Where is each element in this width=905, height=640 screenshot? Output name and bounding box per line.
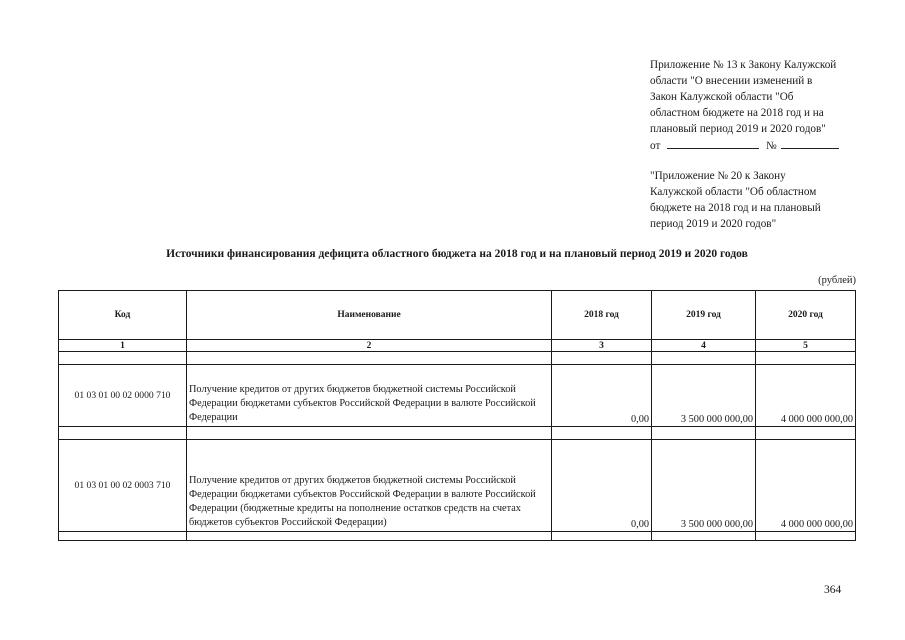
spacer-row	[59, 532, 856, 541]
budget-sources-table	[58, 290, 856, 541]
appendix-20-line: период 2019 и 2020 годов"	[650, 218, 777, 230]
appendix-13-line: Приложение № 13 к Закону Калужской	[650, 59, 837, 71]
appendix-13-line: Закон Калужской области "Об	[650, 91, 794, 103]
page-number: 364	[824, 584, 842, 596]
row-value-2020: 4 000 000 000,00	[756, 365, 856, 427]
date-number-line	[650, 137, 854, 154]
row-value-2020: 4 000 000 000,00	[756, 440, 856, 532]
column-number: 3	[552, 340, 652, 352]
header-name: Наименование	[187, 291, 552, 340]
row-value-2019: 3 500 000 000,00	[652, 365, 756, 427]
number-blank	[781, 137, 839, 149]
date-blank	[667, 137, 759, 149]
row-name: Получение кредитов от других бюджетов бюджетной системы Российской Федерации бюджетами субъектов Российской Федерации в валюте Российской Федерации	[187, 365, 552, 427]
row-value-2018: 0,00	[552, 440, 652, 532]
appendix-13-reference	[650, 57, 854, 154]
number-sign: №	[765, 140, 777, 152]
header-2019: 2019 год	[652, 291, 756, 340]
appendix-13-line: областном бюджете на 2018 год и на	[650, 107, 824, 119]
header-code: Код	[59, 291, 187, 340]
spacer-row	[59, 352, 856, 365]
document-title: Источники финансирования дефицита областного бюджета на 2018 год и на плановый период 2019 и 2020 годов	[166, 248, 748, 260]
row-value-2019: 3 500 000 000,00	[652, 440, 756, 532]
appendix-20-reference	[650, 168, 854, 232]
table-row	[59, 440, 856, 532]
spacer-row	[59, 427, 856, 440]
appendix-13-line: области "О внесении изменений в	[650, 75, 813, 87]
column-number: 1	[59, 340, 187, 352]
row-code: 01 03 01 00 02 0000 710	[59, 365, 187, 427]
row-value-2018: 0,00	[552, 365, 652, 427]
appendix-20-line: бюджете на 2018 год и на плановый	[650, 202, 821, 214]
column-number: 2	[187, 340, 552, 352]
date-prefix: от	[650, 140, 661, 152]
appendix-20-line: "Приложение № 20 к Закону	[650, 170, 786, 182]
table-header-row	[59, 291, 856, 340]
appendix-20-line: Калужской области "Об областном	[650, 186, 817, 198]
row-code: 01 03 01 00 02 0003 710	[59, 440, 187, 532]
appendix-13-line: плановый период 2019 и 2020 годов"	[650, 123, 826, 135]
row-name: Получение кредитов от других бюджетов бюджетной системы Российской Федерации бюджетами субъектов Российской Федерации в валюте Российской Федерации (бюджетные кредиты на пополнение остатков средств на счетах бюджетов субъектов Российской Федерации)	[187, 440, 552, 532]
table-row	[59, 365, 856, 427]
column-number-row	[59, 340, 856, 352]
column-number: 4	[652, 340, 756, 352]
header-2020: 2020 год	[756, 291, 856, 340]
units-label: (рублей)	[818, 275, 856, 286]
header-2018: 2018 год	[552, 291, 652, 340]
column-number: 5	[756, 340, 856, 352]
